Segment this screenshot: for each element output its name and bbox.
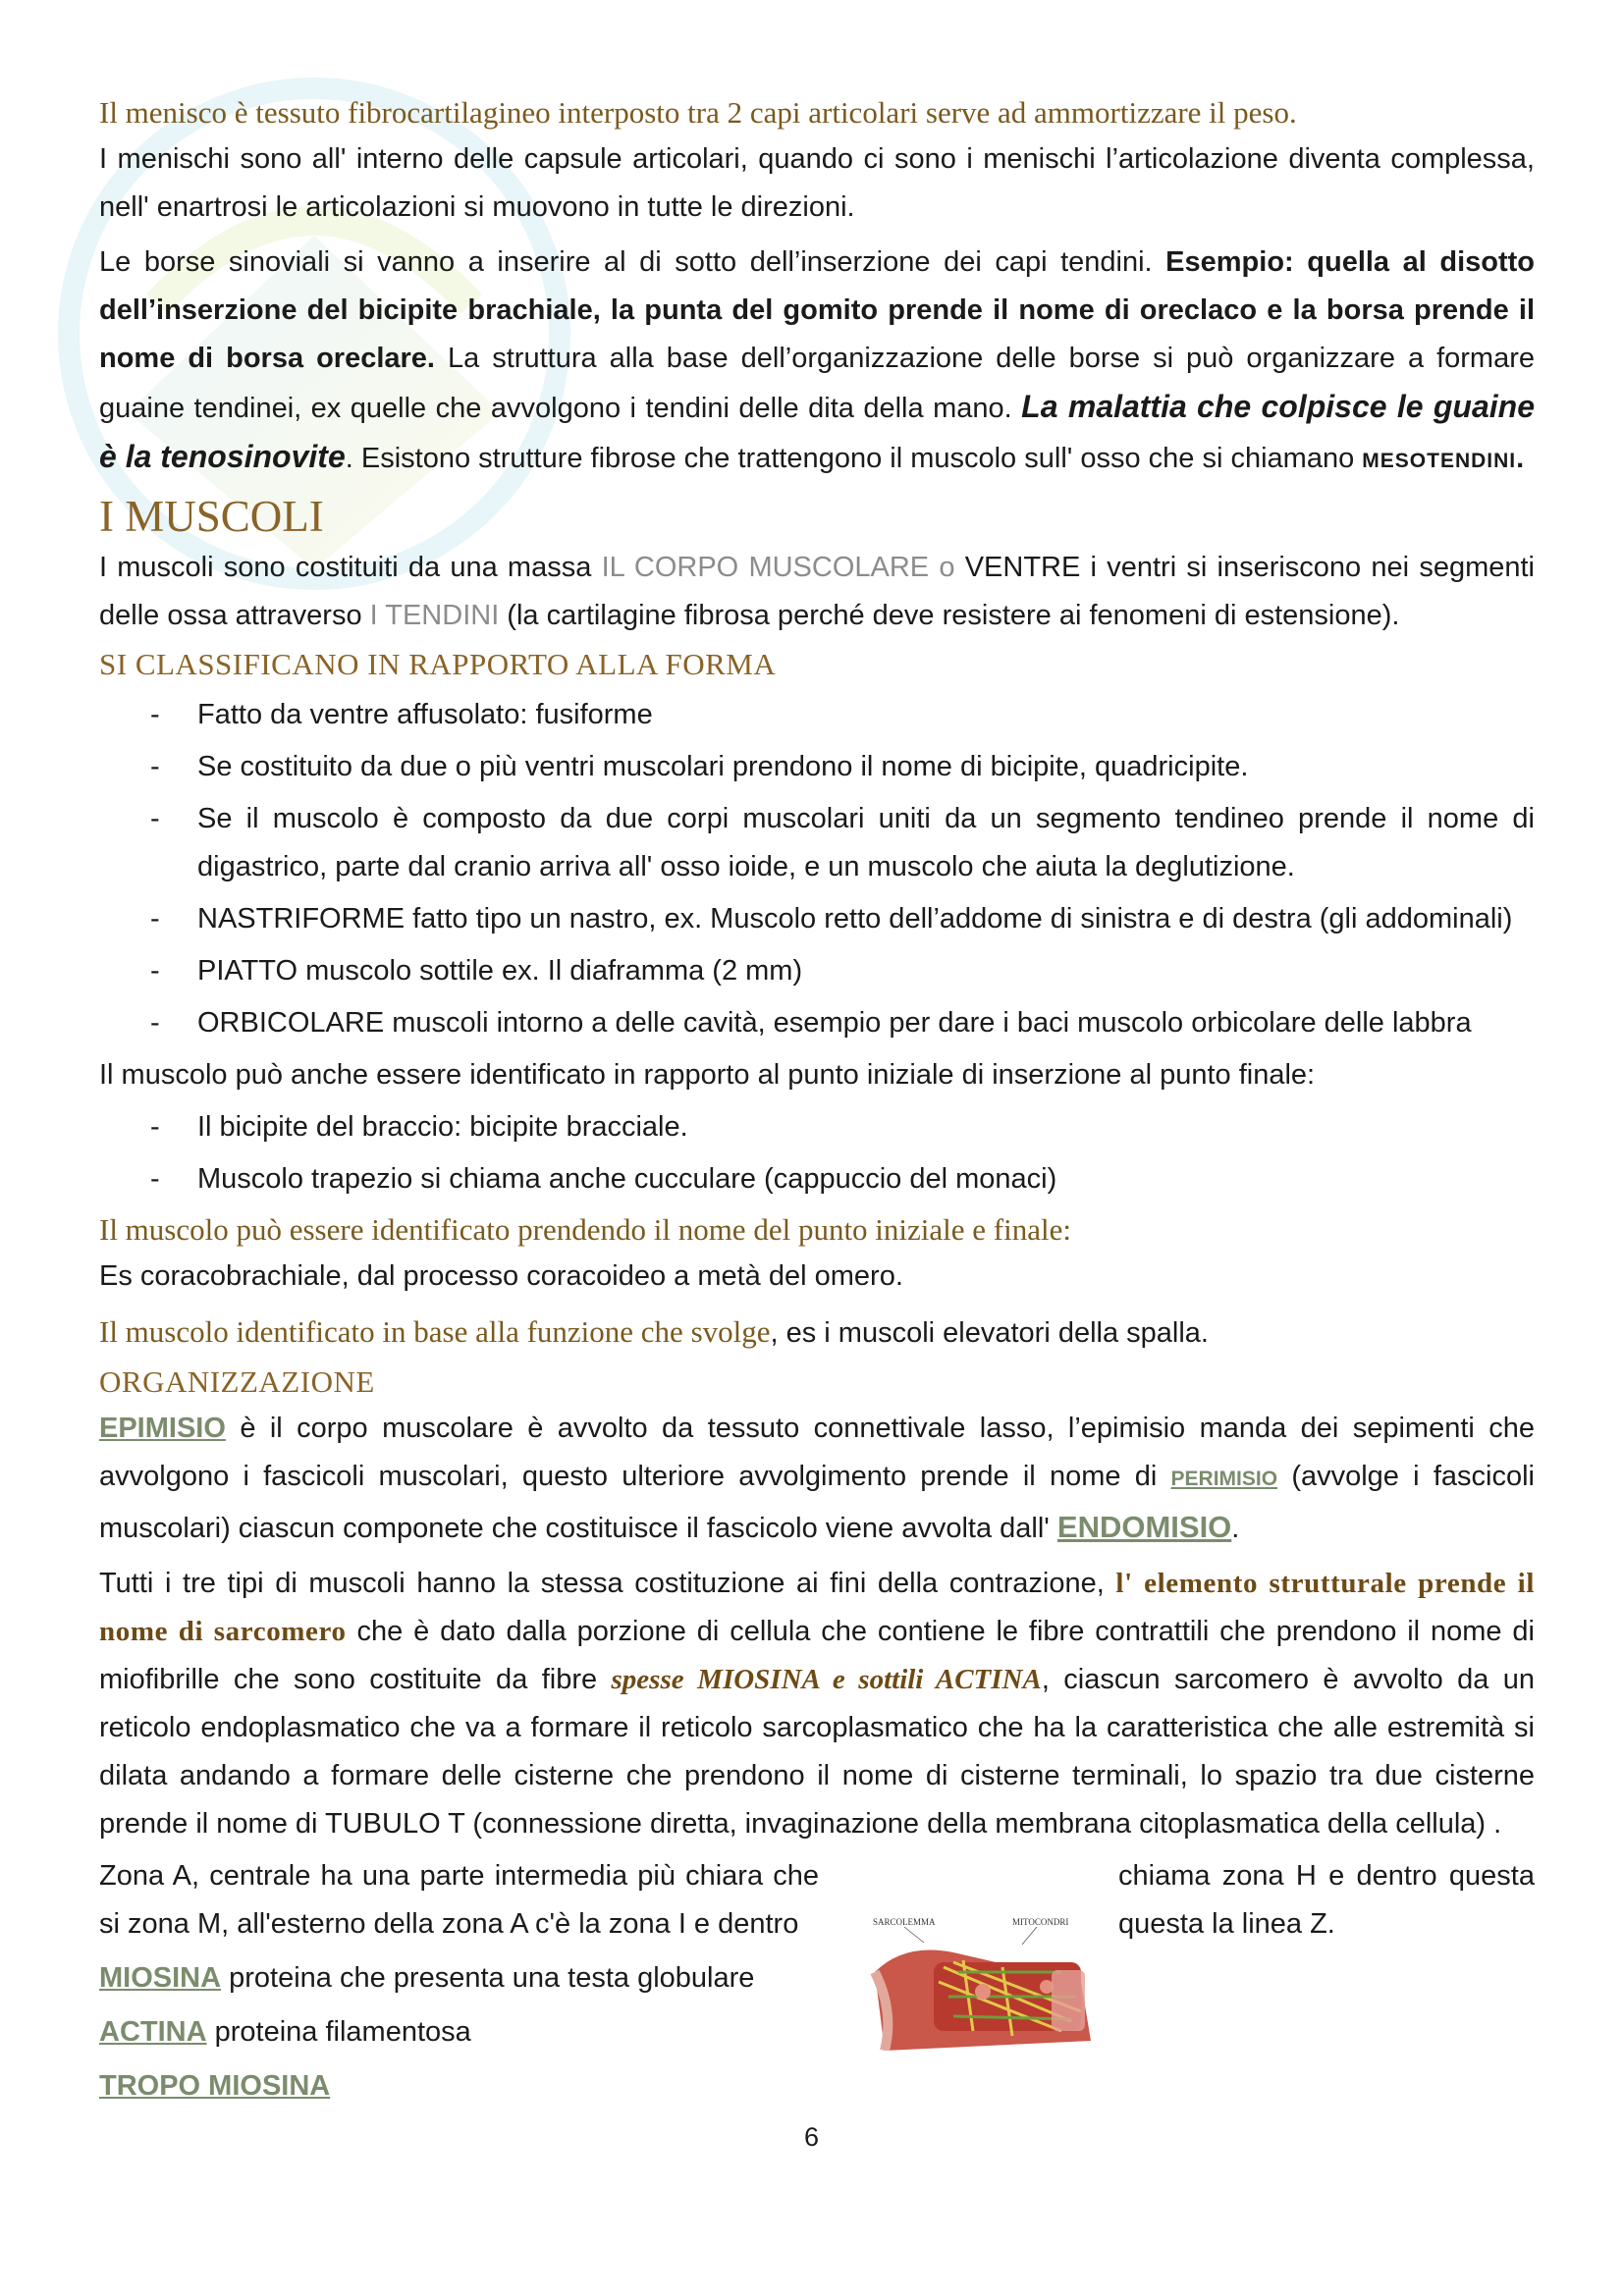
tropomiosina-term: TROPO MIOSINA <box>99 2070 331 2102</box>
perimisio-term: PERIMISIO <box>1170 1468 1278 1490</box>
endomisio-term: ENDOMISIO <box>1056 1510 1232 1544</box>
subheading-organizzazione: ORGANIZZAZIONE <box>99 1364 375 1399</box>
list-item: - ORBICOLARE muscoli intorno a delle cavità, esempio per dare i baci muscolo orbicolare delle labbra <box>99 999 1535 1047</box>
menischi-paragraph: I menischi sono all' interno delle capsule articolari, quando ci sono i menischi l’articolazione diventa complessa, nell' enartrosi le articolazioni si muovono in tutte le direzioni. <box>99 143 1535 223</box>
list-item: - Muscolo trapezio si chiama anche cucculare (cappuccio del monaci) <box>99 1155 1535 1203</box>
sarcomero-paragraph <box>99 1560 1535 1848</box>
epimisio-term: EPIMISIO <box>99 1413 226 1444</box>
corpo-muscolare-term: IL CORPO MUSCOLARE <box>601 552 930 583</box>
page-number: 6 <box>803 2122 820 2152</box>
actina-desc: proteina filamentosa <box>206 2016 471 2048</box>
perimisio-text: (avvolge i fascicoli muscolari) ciascun componete che costituisce il fascicolo viene avvolta dall' <box>99 1461 1535 1544</box>
funzione-heading: Il muscolo identificato in base alla funzione che svolge <box>99 1314 771 1349</box>
sarcomero-intro: Tutti i tre tipi di muscoli hanno la stessa costituzione ai fini della contrazione, <box>99 1568 1116 1599</box>
menisco-paragraph: Il menisco è tessuto fibrocartilagineo interposto tra 2 capi articolari serve ad ammortizzare il peso. <box>99 95 1297 130</box>
mitocondri-label: MITOCONDRI <box>1012 1917 1069 1927</box>
or-word: o <box>929 552 965 583</box>
epimisio-paragraph <box>99 1405 1535 1553</box>
section-title-muscoli: I MUSCOLI <box>99 492 324 541</box>
funzione-text: , es i muscoli elevatori della spalla. <box>770 1317 1209 1349</box>
list-item: - Il bicipite del braccio: bicipite bracciale. <box>99 1103 1535 1151</box>
tendini-term: I TENDINI <box>369 600 500 631</box>
zone-text: Zona A, centrale ha una parte intermedia più chiara che si zona M, all'esterno della zona A c'è la zona I e dentro <box>99 1860 819 1940</box>
actina-term: ACTINA <box>99 2016 207 2048</box>
term-row <box>99 1951 819 2005</box>
miosina-desc: proteina che presenta una testa globulare <box>221 1962 755 1994</box>
punto-list <box>99 1103 1535 1203</box>
miofibrille-text: che è dato dalla porzione di cellula che contiene le fibre contrattili che prendono il nome di miofibrille che sono costituite da fibre <box>99 1616 1535 1695</box>
tenosinovite-text: La malattia che colpisce le guaine è la tenosinovite <box>99 389 1535 474</box>
sarcolemma-label: SARCOLEMMA <box>873 1917 936 1927</box>
punto-paragraph: Il muscolo può anche essere identificato in rapporto al punto iniziale di inserzione al punto finale: <box>99 1059 1316 1091</box>
muscoli-text: I muscoli sono costituiti da una massa <box>99 552 602 583</box>
miosina-term: MIOSINA <box>99 1962 222 1994</box>
mesotendini-text: . Esistono strutture fibrose che trattengono il muscolo sull' osso che si chiamano <box>345 443 1363 474</box>
cartilagine-text: (la cartilagine fibrosa perché deve resistere ai fenomeni di estensione). <box>499 600 1400 631</box>
borse-example: Esempio: quella al disotto dell’inserzione del bicipite brachiale, la punta del gomito prende il nome di oreclaco e la borsa prende il nome di borsa oreclare. <box>99 246 1536 374</box>
reticolo-text: , ciascun sarcomero è avvolto da un reticolo endoplasmatico che va a formare il reticolo sarcoplasmatico che ha la caratteristica che alle estremità si dilata andando a formare delle cisterne che prendono il nome di cisterne terminali, lo spazio tra due cisterne prende il nome di TUBULO T (connessione diretta, invaginazione della membrana citoplasmatica della cellula) . <box>99 1664 1536 1840</box>
mesotendini-term: MESOTENDINI <box>1362 450 1517 472</box>
funzione-paragraph <box>99 1308 1535 1358</box>
coracobrachiale-paragraph: Es coracobrachiale, dal processo coracoideo a metà del omero. <box>99 1260 903 1292</box>
nome-punto-heading: Il muscolo può essere identificato prendendo il nome del punto iniziale e finale: <box>99 1212 1071 1247</box>
miosina-actina-text: spesse MIOSINA e sottili ACTINA <box>611 1664 1042 1695</box>
list-item: - Se costituito da due o più ventri muscolari prendono il nome di bicipite, quadricipite. <box>99 743 1535 791</box>
epimisio-text: è il corpo muscolare è avvolto da tessuto connettivale lasso, l’epimisio manda dei sepimenti che avvolgono i fascicoli muscolari, questo ulteriore avvolgimento prende il nome di <box>99 1413 1535 1492</box>
term-row <box>99 2059 819 2113</box>
zone-text-left <box>99 1852 819 2113</box>
period: . <box>1231 1513 1240 1544</box>
guaine-text: La struttura alla base dell’organizzazione delle borse si può organizzare a formare guaine tendinei, ex quelle che avvolgono i tendini delle dita della mano. <box>99 343 1535 424</box>
zone-text-right: chiama zona H e dentro questa questa la linea Z. <box>1118 1860 1535 1940</box>
borse-text: Le borse sinoviali si vanno a inserire al di sotto dell’inserzione dei capi tendini. <box>99 246 1166 278</box>
period: . <box>1516 443 1525 474</box>
subheading-forma: SI CLASSIFICANO IN RAPPORTO ALLA FORMA <box>99 647 777 681</box>
sarcomere-illustration <box>865 1913 1101 2051</box>
list-item: - PIATTO muscolo sottile ex. Il diaframma (2 mm) <box>99 947 1535 995</box>
page-content <box>99 90 1535 2145</box>
term-row <box>99 2005 819 2059</box>
zone-section <box>99 1852 1535 2145</box>
ventre-text: VENTRE i ventri si inseriscono nei segmenti delle ossa attraverso <box>99 552 1535 631</box>
forma-list <box>99 691 1535 1047</box>
muscoli-intro-paragraph <box>99 544 1535 640</box>
list-item: - Se il muscolo è composto da due corpi muscolari uniti da un segmento tendineo prende il nome di digastrico, parte dal cranio arriva all' osso ioide, e un muscolo che aiuta la deglutizione. <box>99 795 1535 891</box>
borse-paragraph <box>99 239 1535 485</box>
sarcomero-definition: l' elemento strutturale prende il nome di sarcomero <box>99 1568 1535 1647</box>
list-item: - NASTRIFORME fatto tipo un nastro, ex. Muscolo retto dell’addome di sinistra e di destra (gli addominali) <box>99 895 1535 943</box>
list-item: - Fatto da ventre affusolato: fusiforme <box>99 691 1535 739</box>
